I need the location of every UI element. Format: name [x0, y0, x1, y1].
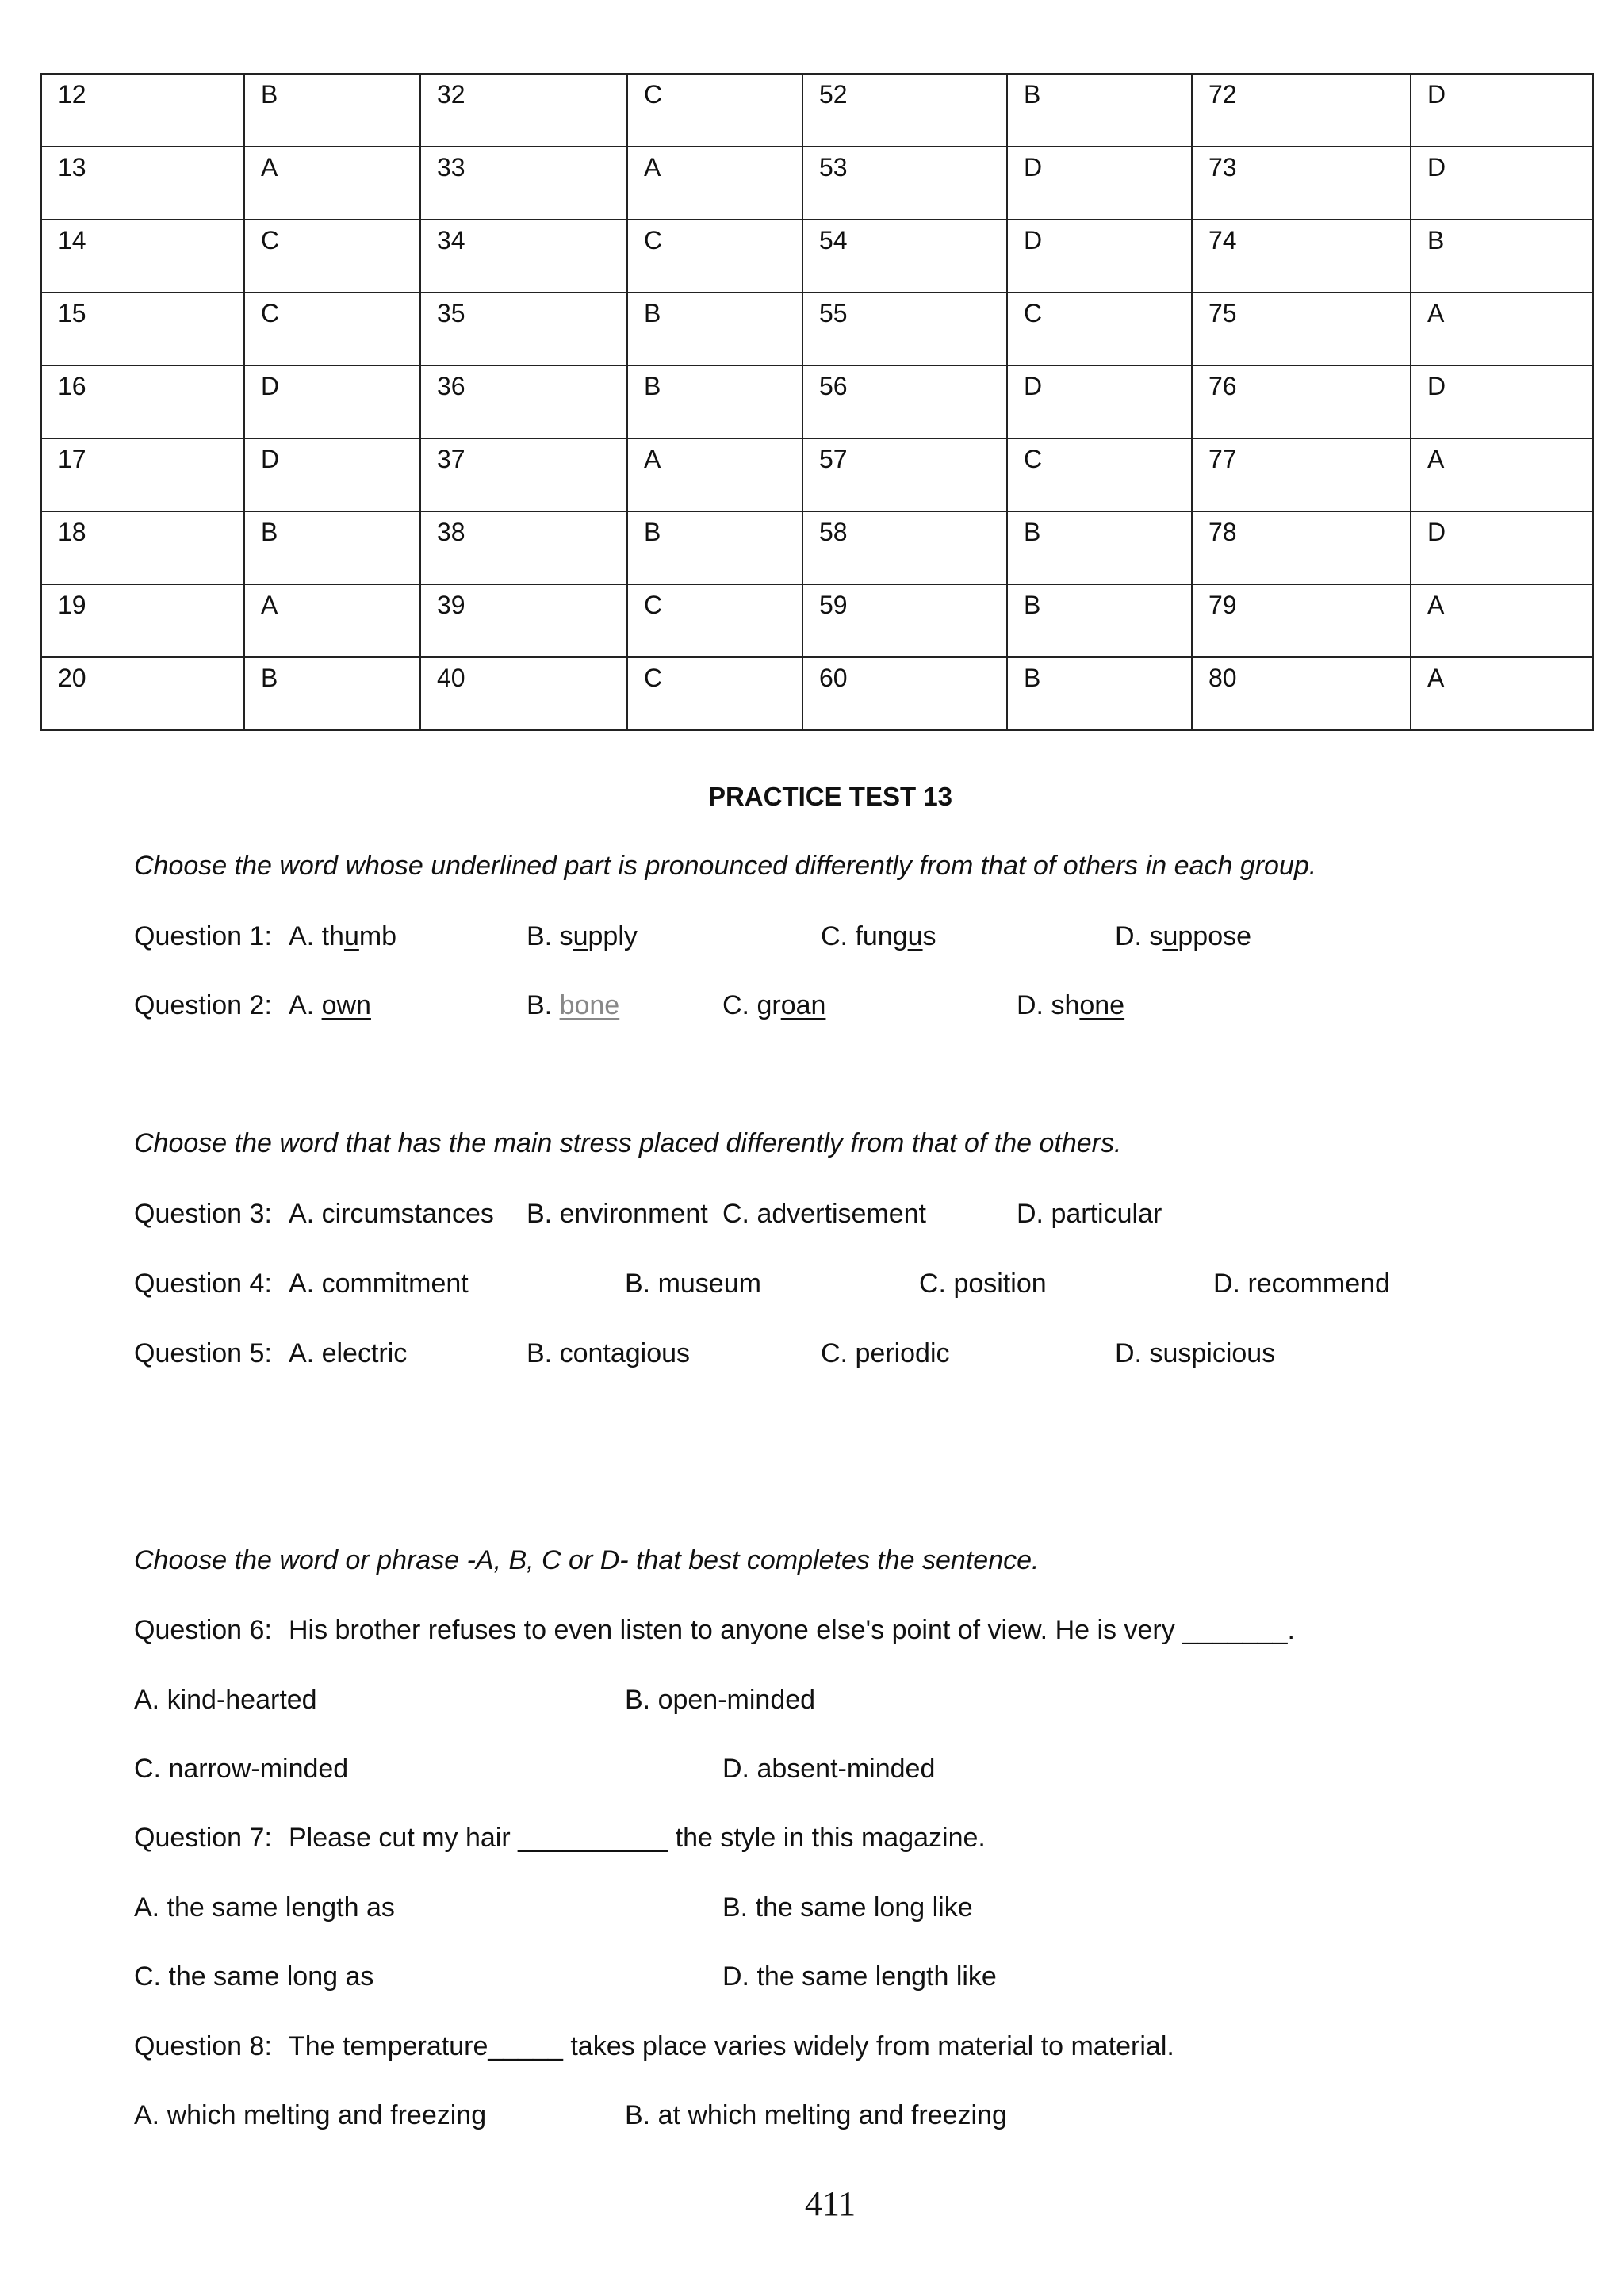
question-8-text: The temperature_____ takes place varies widely from material to material. — [289, 2031, 1174, 2061]
question-8-option-a: A. which melting and freezing — [134, 2100, 487, 2130]
table-cell: 18 — [41, 511, 244, 584]
table-cell: D — [1007, 147, 1192, 220]
table-row — [41, 438, 1593, 511]
table-cell: A — [627, 438, 802, 511]
completion-instruction: Choose the word or phrase -A, B, C or D- that best completes the sentence. — [134, 1545, 1040, 1575]
question-1-label: Question 1: — [134, 921, 272, 951]
table-cell: B — [1007, 74, 1192, 147]
table-cell: 55 — [802, 293, 1007, 365]
table-cell: 34 — [420, 220, 627, 293]
question-6-option-c: C. narrow-minded — [134, 1754, 349, 1784]
question-2-option-b: B. bone — [527, 990, 620, 1020]
table-cell: 38 — [420, 511, 627, 584]
table-cell: C — [244, 293, 420, 365]
question-1-option-a: A. thumb — [289, 921, 397, 951]
question-5-option-d: D. suspicious — [1115, 1338, 1276, 1368]
table-cell: B — [627, 365, 802, 438]
table-cell: D — [1411, 74, 1593, 147]
table-cell: D — [1007, 365, 1192, 438]
table-cell: 17 — [41, 438, 244, 511]
table-cell: C — [627, 657, 802, 730]
pronunciation-instruction: Choose the word whose underlined part is pronounced differently from that of others in each group. — [134, 851, 1317, 881]
question-5-option-a: A. electric — [289, 1338, 408, 1368]
table-cell: 60 — [802, 657, 1007, 730]
table-cell: 56 — [802, 365, 1007, 438]
table-cell: 80 — [1192, 657, 1411, 730]
table-cell: B — [627, 511, 802, 584]
question-3-option-a: A. circumstances — [289, 1199, 494, 1229]
table-cell: 36 — [420, 365, 627, 438]
table-cell: 79 — [1192, 584, 1411, 657]
table-cell: 52 — [802, 74, 1007, 147]
question-7-option-d: D. the same length like — [722, 1961, 997, 1992]
table-cell: 58 — [802, 511, 1007, 584]
question-3-label: Question 3: — [134, 1199, 272, 1229]
table-cell: 53 — [802, 147, 1007, 220]
table-cell: A — [244, 147, 420, 220]
answer-key-body — [41, 74, 1593, 730]
question-6-label: Question 6: — [134, 1615, 272, 1645]
table-cell: 75 — [1192, 293, 1411, 365]
question-2-option-d: D. shone — [1017, 990, 1125, 1020]
table-cell: 57 — [802, 438, 1007, 511]
table-cell: D — [244, 438, 420, 511]
question-4-option-a: A. commitment — [289, 1269, 469, 1299]
table-cell: 20 — [41, 657, 244, 730]
answer-key-table — [40, 73, 1594, 731]
question-2-option-a: A. own — [289, 990, 371, 1020]
table-row — [41, 293, 1593, 365]
question-8-option-b: B. at which melting and freezing — [625, 2100, 1007, 2130]
table-cell: C — [627, 584, 802, 657]
table-cell: C — [627, 220, 802, 293]
table-cell: B — [1007, 584, 1192, 657]
table-cell: B — [244, 657, 420, 730]
table-cell: C — [244, 220, 420, 293]
table-row — [41, 147, 1593, 220]
table-row — [41, 657, 1593, 730]
question-6-option-d: D. absent-minded — [722, 1754, 936, 1784]
table-cell: 73 — [1192, 147, 1411, 220]
table-cell: B — [244, 511, 420, 584]
table-cell: A — [1411, 657, 1593, 730]
table-cell: 76 — [1192, 365, 1411, 438]
question-1-option-c: C. fungus — [821, 921, 936, 951]
table-cell: D — [1007, 220, 1192, 293]
question-5-option-c: C. periodic — [821, 1338, 950, 1368]
table-cell: 74 — [1192, 220, 1411, 293]
question-7-label: Question 7: — [134, 1823, 272, 1853]
question-8-label: Question 8: — [134, 2031, 272, 2061]
table-cell: 54 — [802, 220, 1007, 293]
stress-instruction: Choose the word that has the main stress placed differently from that of the others. — [134, 1128, 1122, 1158]
table-cell: D — [1411, 511, 1593, 584]
table-cell: C — [627, 74, 802, 147]
table-cell: D — [1411, 147, 1593, 220]
table-cell: A — [244, 584, 420, 657]
table-cell: C — [1007, 293, 1192, 365]
page-number: 411 — [804, 2184, 856, 2223]
table-cell: 59 — [802, 584, 1007, 657]
table-cell: 19 — [41, 584, 244, 657]
table-row — [41, 584, 1593, 657]
question-7-option-b: B. the same long like — [722, 1892, 973, 1923]
question-4-option-d: D. recommend — [1213, 1269, 1390, 1299]
table-cell: 12 — [41, 74, 244, 147]
table-cell: 33 — [420, 147, 627, 220]
table-row — [41, 220, 1593, 293]
table-row — [41, 74, 1593, 147]
table-cell: 37 — [420, 438, 627, 511]
question-6-text: His brother refuses to even listen to anyone else's point of view. He is very _______. — [289, 1615, 1295, 1645]
question-4-label: Question 4: — [134, 1269, 272, 1299]
question-1-option-b: B. supply — [527, 921, 638, 951]
question-5-option-b: B. contagious — [527, 1338, 691, 1368]
table-cell: B — [1411, 220, 1593, 293]
table-cell: A — [1411, 438, 1593, 511]
question-5-label: Question 5: — [134, 1338, 272, 1368]
table-cell: D — [244, 365, 420, 438]
question-6-option-b: B. open-minded — [625, 1685, 816, 1715]
table-cell: 72 — [1192, 74, 1411, 147]
question-2-option-c: C. groan — [722, 990, 826, 1020]
table-cell: 15 — [41, 293, 244, 365]
table-cell: 39 — [420, 584, 627, 657]
table-cell: B — [244, 74, 420, 147]
table-cell: 78 — [1192, 511, 1411, 584]
table-cell: 32 — [420, 74, 627, 147]
question-4-option-c: C. position — [919, 1269, 1047, 1299]
question-3-option-c: C. advertisement — [722, 1199, 926, 1229]
page-title: PRACTICE TEST 13 — [707, 782, 953, 811]
table-cell: C — [1007, 438, 1192, 511]
table-cell: 14 — [41, 220, 244, 293]
question-3-option-d: D. particular — [1017, 1199, 1162, 1229]
table-cell: D — [1411, 365, 1593, 438]
question-7-option-a: A. the same length as — [134, 1892, 395, 1923]
table-row — [41, 365, 1593, 438]
question-2-label: Question 2: — [134, 990, 272, 1020]
question-4-option-b: B. museum — [625, 1269, 761, 1299]
table-cell: A — [1411, 293, 1593, 365]
table-cell: B — [627, 293, 802, 365]
table-cell: B — [1007, 657, 1192, 730]
table-cell: A — [627, 147, 802, 220]
question-3-option-b: B. environment — [527, 1199, 708, 1229]
question-6-option-a: A. kind-hearted — [134, 1685, 317, 1715]
question-1-option-d: D. suppose — [1115, 921, 1252, 951]
table-cell: 16 — [41, 365, 244, 438]
question-7-option-c: C. the same long as — [134, 1961, 374, 1992]
table-cell: 77 — [1192, 438, 1411, 511]
table-cell: B — [1007, 511, 1192, 584]
table-cell: A — [1411, 584, 1593, 657]
question-7-text: Please cut my hair __________ the style in this magazine. — [289, 1823, 986, 1853]
table-row — [41, 511, 1593, 584]
table-cell: 40 — [420, 657, 627, 730]
table-cell: 35 — [420, 293, 627, 365]
table-cell: 13 — [41, 147, 244, 220]
